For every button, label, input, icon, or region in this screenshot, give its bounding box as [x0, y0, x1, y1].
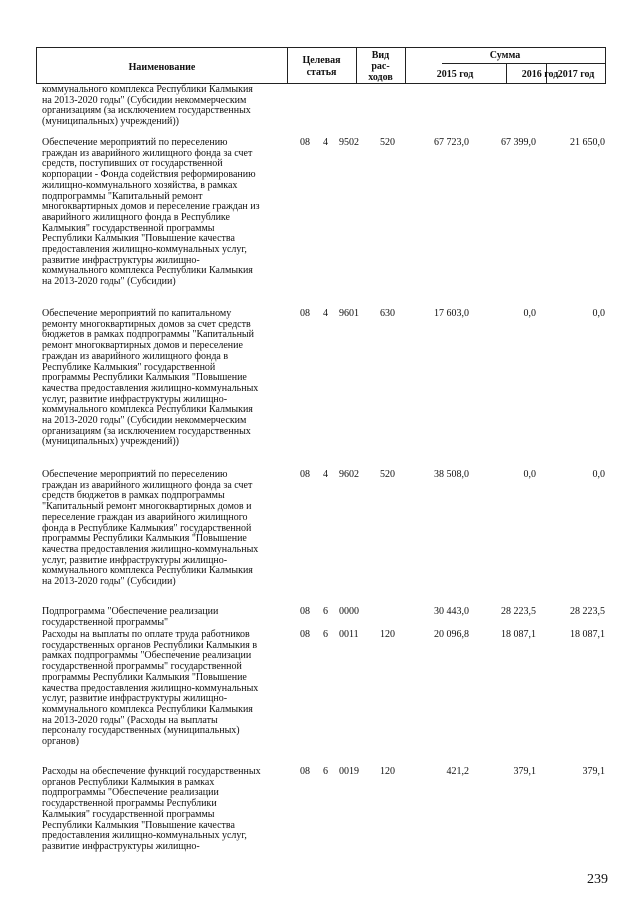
text-line: услуг, развитие инфраструктуры жилищно-	[42, 554, 228, 566]
code-expense-type: 520	[380, 137, 395, 148]
table-row-name	[42, 309, 287, 448]
code-subsection: 6	[323, 766, 328, 777]
header-sum: Сумма	[489, 50, 521, 61]
text-line: (муниципальных) учреждений))	[42, 116, 180, 128]
header-year-2017: 2017 год	[557, 69, 595, 80]
text-line: государственной программы"	[42, 616, 169, 628]
text-line: коммунального комплекса Республики Калмыкия	[42, 84, 253, 95]
amount-2017: 379,1	[582, 766, 605, 777]
text-line: услуг, развитие инфраструктуры жилищно-	[42, 393, 228, 405]
text-line: качества предоставления жилищно-коммунальных	[42, 543, 259, 555]
code-article: 9601	[339, 308, 359, 319]
text-line: развитие инфраструктуры жилищно-	[42, 254, 200, 266]
text-line: средств бюджетов в рамках подпрограммы	[42, 490, 225, 502]
text-line: коммунального комплекса Республики Калмыкия	[42, 703, 253, 715]
code-article: 0000	[339, 606, 359, 617]
header-year-2016: 2016 год	[521, 69, 559, 80]
code-article: 9502	[339, 137, 359, 148]
table-header	[36, 47, 606, 84]
text-line: Расходы на выплаты по оплате труда работников	[42, 629, 250, 640]
text-line: на 2013-2020 годы" (Субсидии)	[42, 276, 176, 288]
table-row-name	[42, 470, 287, 588]
page-number: 239	[587, 872, 608, 887]
text-line: Обеспечение мероприятий по переселению	[42, 137, 228, 148]
text-line: на 2013-2020 годы" (Расходы на выплаты	[42, 714, 218, 726]
text-line: программы Республики Калмыкия "Повышение	[42, 372, 247, 384]
text-line: на 2013-2020 годы" (Субсидии некоммерческим	[42, 94, 247, 106]
text-line: корпорации - Фонда содействия реформированию	[42, 169, 256, 181]
code-section: 08	[300, 766, 310, 777]
amount-2016: 18 087,1	[501, 629, 536, 640]
text-line: Расходы на обеспечение функций государственных	[42, 766, 261, 777]
code-subsection: 6	[323, 606, 328, 617]
code-expense-type: 120	[380, 629, 395, 640]
text-line: качества предоставления жилищно-коммунальных	[42, 382, 259, 394]
text-line: государственных органов Республики Калмыкия в	[42, 639, 258, 651]
amount-2015: 421,2	[446, 766, 469, 777]
header-name: Наименование	[128, 62, 196, 73]
code-section: 08	[300, 629, 310, 640]
text-line: коммунального комплекса Республики Калмыкия	[42, 565, 253, 577]
text-line: программы Республики Калмыкия "Повышение	[42, 671, 247, 683]
amount-2017: 18 087,1	[570, 629, 605, 640]
text-line: услуг, развитие инфраструктуры жилищно-	[42, 693, 228, 705]
continuation-block	[42, 85, 287, 128]
text-line: качества предоставления жилищно-коммунальных	[42, 682, 259, 694]
header-target-article-l1: Целевая	[302, 55, 341, 66]
table-row-name	[42, 607, 287, 628]
text-line: ремонт многоквартирных домов и переселение	[42, 340, 243, 352]
text-line: Обеспечение мероприятий по переселению	[42, 469, 228, 480]
amount-2015: 38 508,0	[434, 469, 469, 480]
text-line: средств, поступивших от государственной	[42, 158, 223, 170]
text-line: подпрограммы "Обеспечение реализации	[42, 787, 219, 799]
amount-2017: 0,0	[592, 308, 605, 319]
text-line: подпрограммы "Капитальный ремонт	[42, 190, 203, 202]
amount-2015: 30 443,0	[434, 606, 469, 617]
text-line: бюджетов в рамках подпрограммы "Капитальный	[42, 329, 254, 341]
text-line: Республики Калмыкия "Повышение качества	[42, 233, 235, 245]
header-target-article-l2: статья	[306, 67, 337, 78]
table-row-name	[42, 767, 287, 853]
code-expense-type: 120	[380, 766, 395, 777]
text-line: граждан из аварийного жилищного фонда за счет	[42, 147, 253, 159]
code-section: 08	[300, 606, 310, 617]
text-line: на 2013-2020 годы" (Субсидии)	[42, 576, 176, 588]
text-line: аварийного жилищного фонда в Республике	[42, 211, 230, 223]
text-line: органов Республики Калмыкия в рамках	[42, 776, 215, 788]
text-line: государственной программы Республики	[42, 798, 217, 810]
amount-2017: 21 650,0	[570, 137, 605, 148]
table-row-name	[42, 630, 287, 748]
text-line: многоквартирных домов и переселение граждан из	[42, 201, 260, 213]
header-expense-type-l1: Вид	[371, 50, 390, 61]
text-line: рамках подпрограммы "Обеспечение реализации	[42, 650, 252, 662]
text-line: предоставления жилищно-коммунальных услуг,	[42, 830, 247, 842]
text-line: развитие инфраструктуры жилищно-	[42, 840, 200, 852]
code-subsection: 4	[323, 469, 328, 480]
text-line: Подпрограмма "Обеспечение реализации	[42, 606, 219, 617]
amount-2015: 67 723,0	[434, 137, 469, 148]
amount-2016: 28 223,5	[501, 606, 536, 617]
text-line: коммунального комплекса Республики Калмыкия	[42, 404, 253, 416]
amount-2016: 67 399,0	[501, 137, 536, 148]
text-line: граждан из аварийного жилищного фонда за счет	[42, 479, 253, 491]
header-expense-type-l2: рас-	[371, 61, 390, 72]
text-line: Обеспечение мероприятий по капитальному	[42, 308, 232, 319]
text-line: органов)	[42, 736, 79, 748]
text-line: персоналу государственных (муниципальных)	[42, 725, 240, 737]
text-line: Калмыкия" государственной программы	[42, 808, 215, 820]
text-line: жилищно-коммунального хозяйства, в рамках	[42, 179, 238, 191]
code-section: 08	[300, 469, 310, 480]
text-line: "Капитальный ремонт многоквартирных домов и	[42, 501, 252, 513]
code-expense-type: 520	[380, 469, 395, 480]
code-article: 0019	[339, 766, 359, 777]
text-line: Республике Калмыкия" государственной	[42, 361, 216, 373]
amount-2017: 28 223,5	[570, 606, 605, 617]
text-line: программы Республики Калмыкия "Повышение	[42, 533, 247, 545]
text-line: организациям (за исключением государственных	[42, 105, 251, 117]
text-line: организациям (за исключением государственных	[42, 425, 251, 437]
code-section: 08	[300, 137, 310, 148]
amount-2016: 379,1	[513, 766, 536, 777]
code-section: 08	[300, 308, 310, 319]
text-line: ремонту многоквартирных домов за счет средств	[42, 318, 251, 330]
header-sum-divider	[442, 63, 605, 64]
code-subsection: 4	[323, 308, 328, 319]
text-line: граждан из аварийного жилищного фонда в	[42, 350, 229, 362]
amount-2017: 0,0	[592, 469, 605, 480]
header-expense-type-l3: ходов	[368, 72, 393, 83]
text-line: государственной программы" государственной	[42, 661, 242, 673]
code-article: 0011	[339, 629, 359, 640]
table-row-name	[42, 138, 287, 288]
code-article: 9602	[339, 469, 359, 480]
text-line: (муниципальных) учреждений))	[42, 436, 180, 448]
amount-2016: 0,0	[523, 469, 536, 480]
amount-2016: 0,0	[523, 308, 536, 319]
text-line: коммунального комплекса Республики Калмыкия	[42, 265, 253, 277]
code-subsection: 4	[323, 137, 328, 148]
text-line: Калмыкия" государственной программы	[42, 222, 215, 234]
text-line: на 2013-2020 годы" (Субсидии некоммерческим	[42, 415, 247, 427]
amount-2015: 17 603,0	[434, 308, 469, 319]
text-line: переселение граждан из аварийного жилищного	[42, 511, 248, 523]
code-expense-type: 630	[380, 308, 395, 319]
text-line: фонда в Республике Калмыкия" государственной	[42, 522, 252, 534]
code-subsection: 6	[323, 629, 328, 640]
header-year-2015: 2015 год	[436, 69, 474, 80]
text-line: предоставления жилищно-коммунальных услуг,	[42, 244, 247, 256]
text-line: Республики Калмыкия "Повышение качества	[42, 819, 235, 831]
amount-2015: 20 096,8	[434, 629, 469, 640]
